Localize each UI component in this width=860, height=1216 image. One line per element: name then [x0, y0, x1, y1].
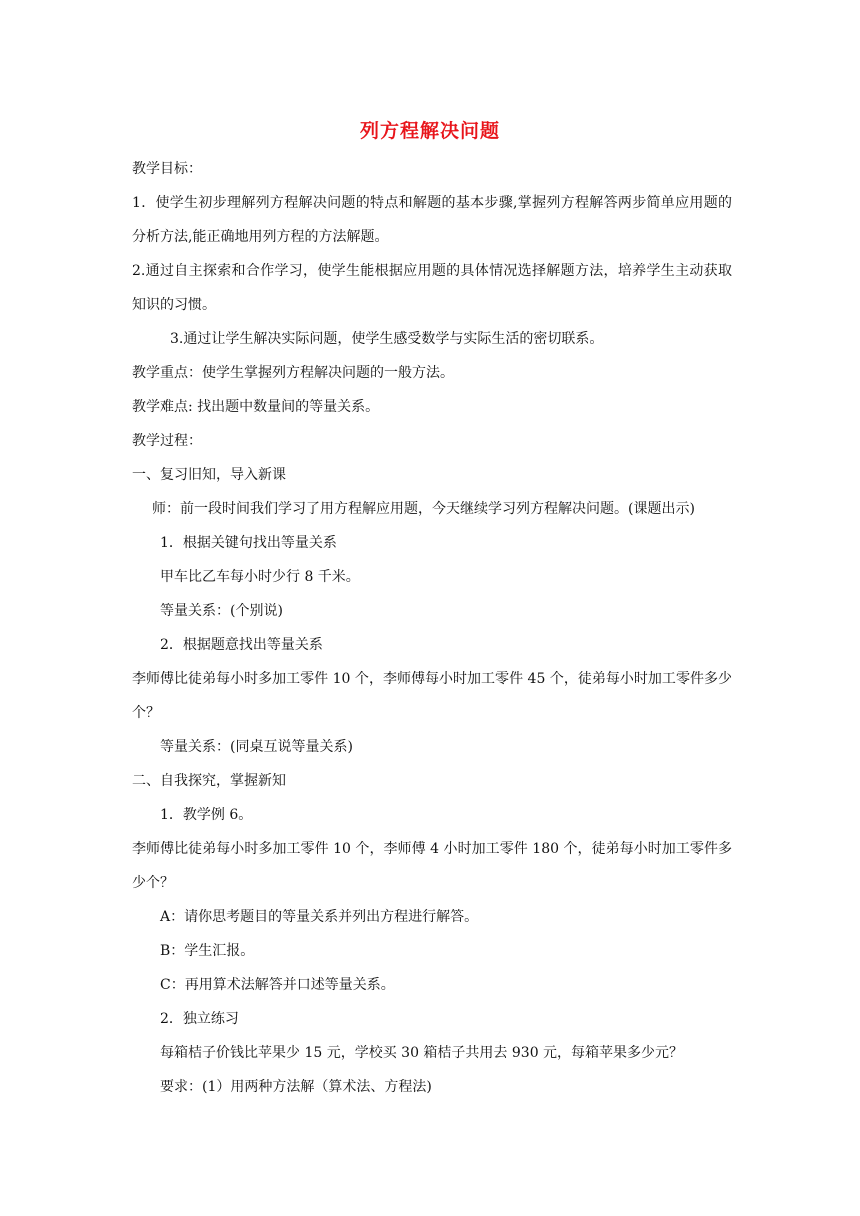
objective-3: 3.通过让学生解决实际问题，使学生感受数学与实际生活的密切联系。 [170, 331, 604, 347]
section-1-item-2-problem: 李师傅比徒弟每小时多加工零件 10 个，李师傅每小时加工零件 45 个，徒弟每小时加工零件多少个？ [132, 671, 732, 721]
section-1-heading: 一、复习旧知，导入新课 [132, 467, 286, 483]
section-2-step-b: B：学生汇报。 [160, 943, 255, 959]
section-1-intro: 师：前一段时间我们学习了用方程解应用题，今天继续学习列方程解决问题。(课题出示) [152, 501, 695, 517]
section-2-item-1-problem: 李师傅比徒弟每小时多加工零件 10 个，李师傅 4 小时加工零件 180 个，徒弟每小时加工零件多少个？ [132, 841, 732, 891]
document-body [132, 152, 732, 1104]
key-point: 教学重点：使学生掌握列方程解决问题的一般方法。 [132, 365, 454, 381]
section-2-step-a: A：请你思考题目的等量关系并列出方程进行解答。 [160, 909, 479, 925]
section-2-item-1-label: 1．教学例 6。 [160, 807, 253, 823]
section-2-heading: 二、自我探究，掌握新知 [132, 773, 286, 789]
section-1-item-1-label: 1．根据关键句找出等量关系 [160, 535, 337, 551]
section-2-item-2-problem: 每箱桔子价钱比苹果少 15 元，学校买 30 箱桔子共用去 930 元，每箱苹果多少元？ [160, 1045, 684, 1061]
section-2-item-2-label: 2．独立练习 [160, 1011, 239, 1027]
document-title: 列方程解决问题 [359, 120, 500, 142]
objectives-heading: 教学目标： [132, 161, 202, 177]
objective-2: 2.通过自主探索和合作学习，使学生能根据应用题的具体情况选择解题方法，培养学生主动获取知识的习惯。 [132, 263, 732, 313]
section-1-item-1-sentence: 甲车比乙车每小时少行 8 千米。 [160, 569, 360, 585]
objective-1: 1．使学生初步理解列方程解决问题的特点和解题的基本步骤,掌握列方程解答两步简单应用题的分析方法,能正确地用列方程的方法解题。 [132, 195, 732, 245]
section-2-item-2-requirement: 要求：(1）用两种方法解（算术法、方程法) [160, 1079, 432, 1095]
difficult-point: 教学难点: 找出题中数量间的等量关系。 [132, 399, 380, 415]
section-2-step-c: C：再用算术法解答并口述等量关系。 [160, 977, 395, 993]
section-1-item-1-relation: 等量关系：(个别说) [160, 603, 283, 619]
section-1-item-2-label: 2．根据题意找出等量关系 [160, 637, 323, 653]
section-1-item-2-relation: 等量关系：(同桌互说等量关系) [160, 739, 353, 755]
process-heading: 教学过程： [132, 433, 202, 449]
